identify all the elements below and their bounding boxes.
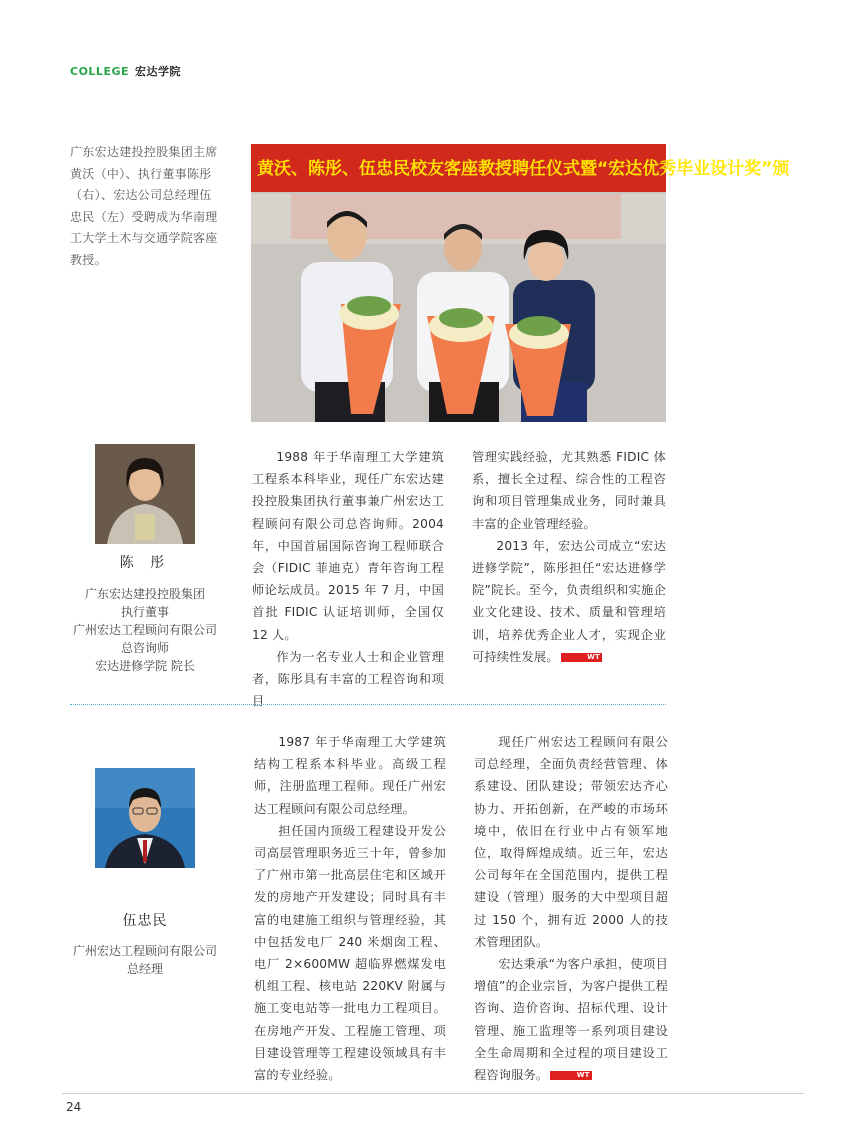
footer-rule bbox=[62, 1093, 804, 1094]
profile2-titles bbox=[60, 942, 230, 978]
banner-text: 黄沃、陈彤、伍忠民校友客座教授聘任仪式暨“宏达优秀毕业设计奖”颁 bbox=[257, 159, 790, 179]
profile2-column-2 bbox=[474, 731, 668, 1086]
profile1-title-line: 广东宏达建投控股集团 bbox=[84, 587, 205, 601]
profile1-column-1 bbox=[252, 446, 444, 712]
profile1-name: 陈 彤 bbox=[119, 555, 171, 571]
profile1-title-line: 宏达进修学院 院长 bbox=[95, 659, 195, 673]
profile1-title-line: 执行董事 bbox=[120, 605, 169, 619]
paragraph: 担任国内顶级工程建设开发公司高层管理职务近三十年，曾参加了广州市第一批高层住宅和区域开发的房地产开发建设；同时具有丰富的电建施工组织与管理经验，其中包括发电厂 240 米烟囱工程、电厂 2×600MW 超临界燃煤发电机组工程、核电站 220KV 附属与施工变电站等一批电力工程项目。在房地产开发、工程施工管理、项目建设管理等工程建设领域具有丰富的专业经验。 bbox=[254, 823, 446, 1083]
paragraph-text: 2013 年，宏达公司成立“宏达进修学院”，陈彤担任“宏达进修学院”院长。至今，负责组织和实施企业文化建设、技术、质量和管理培训，培养优秀企业人才，实现企业可持续性发展。 bbox=[472, 538, 666, 664]
paragraph: 作为一名专业人士和企业管理者，陈彤具有丰富的工程咨询和项目 bbox=[252, 649, 444, 709]
profile1-title-line: 广州宏达工程顾问有限公司 bbox=[72, 623, 217, 637]
section-label-en: COLLEGE bbox=[70, 65, 129, 78]
end-mark-badge: WT bbox=[561, 653, 602, 662]
profile2-name: 伍忠民 bbox=[122, 913, 168, 929]
section-header bbox=[70, 63, 181, 79]
paragraph: 管理实践经验，尤其熟悉 FIDIC 体系，擅长全过程、综合性的工程咨询和项目管理集成业务，同时兼具丰富的企业管理经验。 bbox=[472, 450, 666, 531]
end-mark-badge: WT bbox=[550, 1071, 591, 1080]
section-label-cn: 宏达学院 bbox=[135, 65, 181, 78]
profile1-title-line: 总咨询师 bbox=[120, 641, 169, 655]
paragraph-text: 宏达秉承“为客户承担，使项目增值”的企业宗旨，为客户提供工程咨询、造价咨询、招标代理、设计管理、施工监理等一系列项目建设全生命周期和全过程的项目建设工程咨询服务。 bbox=[474, 957, 668, 1083]
paragraph-with-badge bbox=[472, 535, 666, 668]
portrait-wu-zhongmin bbox=[95, 768, 195, 868]
portrait-chen-tong bbox=[95, 444, 195, 544]
page-number: 24 bbox=[66, 1100, 82, 1114]
paragraph: 1988 年于华南理工大学建筑工程系本科毕业，现任广东宏达建投控股集团执行董事兼广州宏达工程顾问有限公司总咨询师。2004 年，中国首届国际咨询工程师联合会（FIDIC 菲迪克）青年咨询工程师论坛成员。2015 年 7 月，中国首批 FIDIC 认证培训师，全国仅 12 人。 bbox=[252, 450, 444, 642]
profile2-title-line: 总经理 bbox=[126, 962, 163, 976]
profile1-column-2 bbox=[472, 446, 666, 668]
profile2-title-line: 广州宏达工程顾问有限公司 bbox=[72, 944, 217, 958]
paragraph: 1987 年于华南理工大学建筑结构工程系本科毕业。高级工程师，注册监理工程师。现任广州宏达工程顾问有限公司总经理。 bbox=[254, 735, 446, 816]
paragraph-with-badge bbox=[474, 953, 668, 1086]
paragraph: 现任广州宏达工程顾问有限公司总经理，全面负责经营管理、体系建设、团队建设；带领宏达齐心协力、开拓创新，在严峻的市场环境中，依旧在行业中占有领军地位，取得辉煌成绩。近三年，宏达公司每年在全国范围内，提供工程建设（管理）服务的大中型项目超过 150 个，拥有近 2000 人的技术管理团队。 bbox=[474, 735, 668, 949]
photo-caption: 广东宏达建投控股集团主席黄沃（中）、执行董事陈彤（右）、宏达公司总经理伍忠民（左）受聘成为华南理工大学土木与交通学院客座教授。 bbox=[70, 145, 218, 267]
profile1-titles bbox=[60, 585, 230, 675]
profile2-column-1 bbox=[254, 731, 446, 1086]
section-divider bbox=[70, 704, 666, 705]
ceremony-photo bbox=[251, 144, 790, 422]
